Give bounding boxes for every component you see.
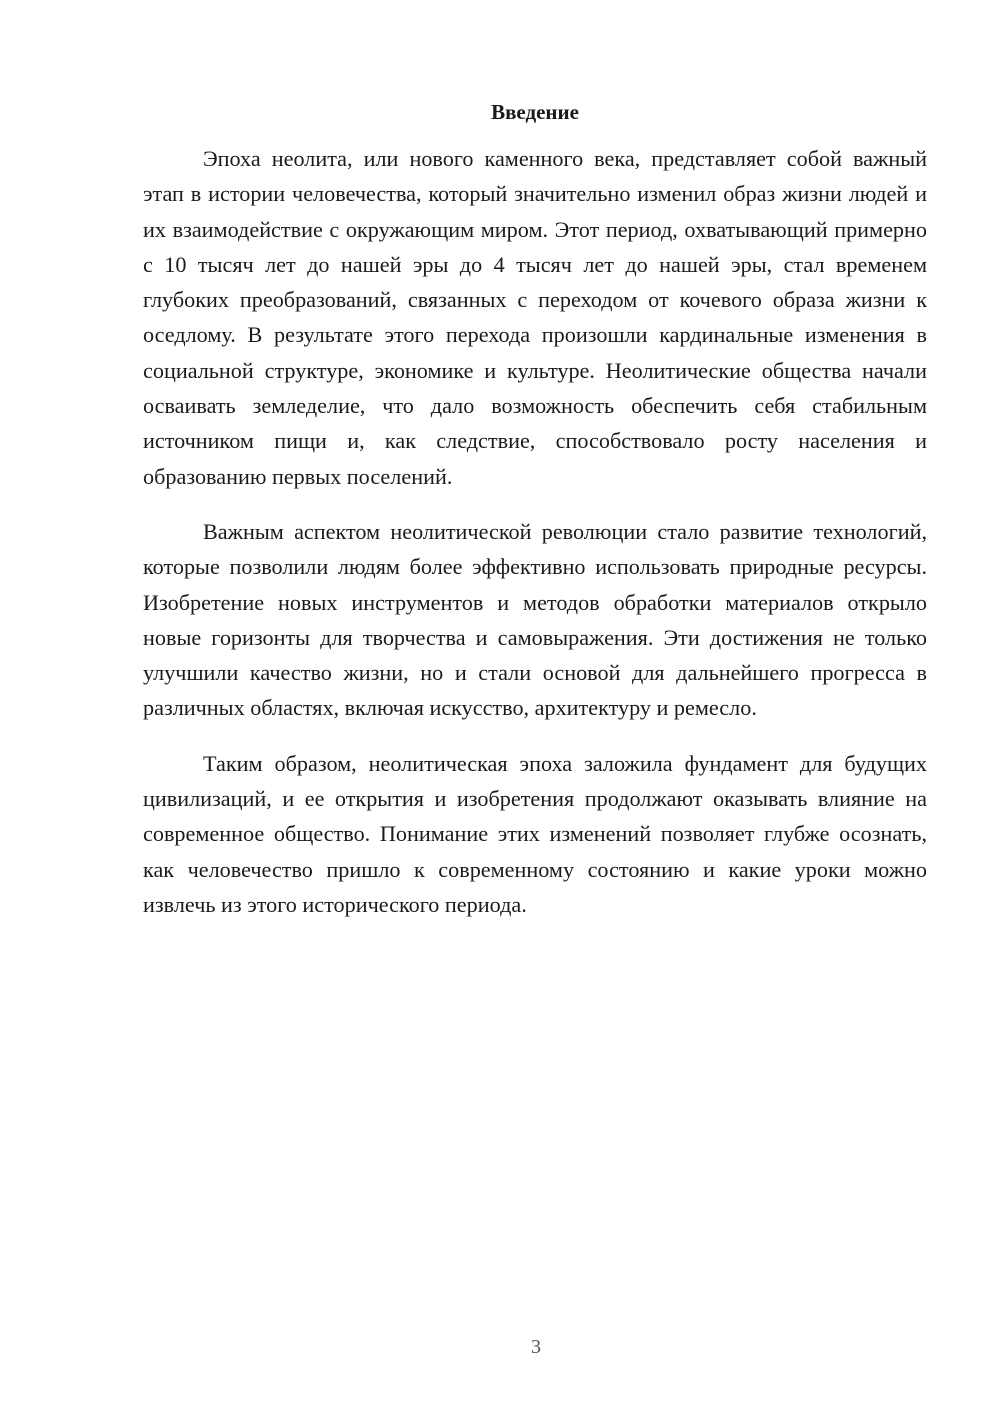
paragraph-3: Таким образом, неолитическая эпоха заложила фундамент для будущих цивилизаций, и ее открытия и изобретения продолжают оказывать влияние на современное общество. Понимание этих изменений позволяет глубже осознать, как человечество пришло к современному состоянию и какие уроки можно извлечь из этого исторического периода. <box>143 750 927 917</box>
paragraph-1: Эпоха неолита, или нового каменного века, представляет собой важный этап в истории человечества, который значительно изменил образ жизни людей и их взаимодействие с окружающим миром. Этот период, охватывающий примерно с 10 тысяч лет до нашей эры до 4 тысяч лет до нашей эры, стал временем глубоких преобразований, связанных с переходом от кочевого образа жизни к оседлому. В результате этого перехода произошли кардинальные изменения в социальной структуре, экономике и культуре. Неолитические общества начали осваивать земледелие, что дало возможность обеспечить себя стабильным источником пищи и, как следствие, способствовало росту населения и образованию первых поселений. <box>143 146 927 489</box>
page-number: 3 <box>531 1336 541 1358</box>
paragraph-2: Важным аспектом неолитической революции стало развитие технологий, которые позволили людям более эффективно использовать природные ресурсы. Изобретение новых инструментов и методов обработки материалов открыло новые горизонты для творчества и самовыражения. Эти достижения не только улучшили качество жизни, но и стали основой для дальнейшего прогресса в различных областях, включая искусство, архитектуру и ремесло. <box>143 518 927 721</box>
body-text <box>143 141 927 922</box>
page-title: Введение <box>491 100 579 124</box>
